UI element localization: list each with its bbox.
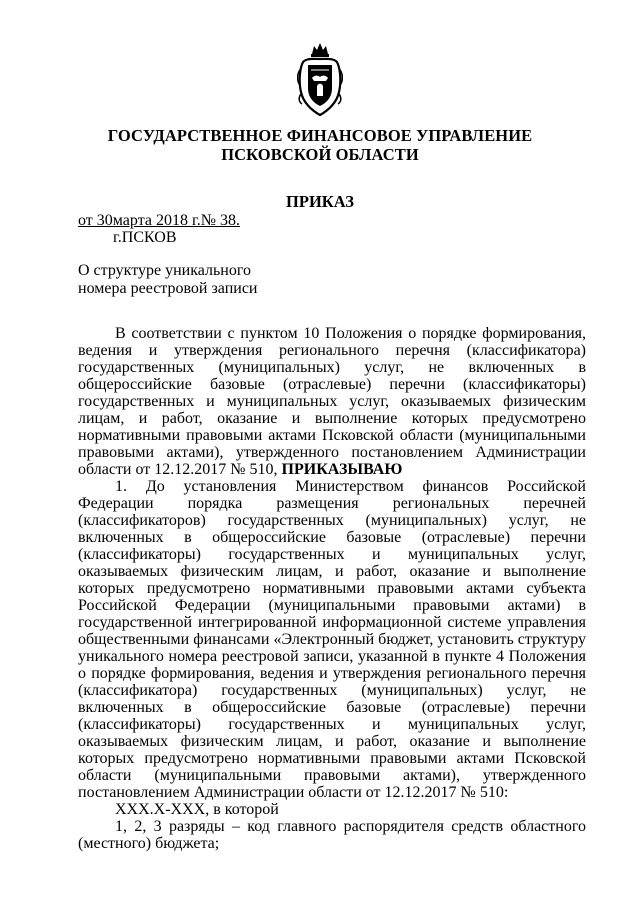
order-word: ПРИКАЗЫВАЮ: [281, 461, 403, 478]
pskov-coat-of-arms-icon: [297, 40, 343, 118]
item-1-paragraph: 1. До установления Министерством финансов Российской Федерации порядка размещения региональных перечней (классификаторов) государственных (муниципальных) услуг, не включенных в общероссийские базовые (отраслевые) перечни (классификаторы) государственных и муниципальных услуг, оказываемых физическим лицам, и работ, оказание и выполнение которых предусмотрено нормативными правовыми актами субъекта Российской Федерации (муниципальными правовыми актами) в государственной интегрированной информационной системе управления общественными финансами «Электронный бюджет, установить структуру уникального номера реестровой записи, указанной в пункте 4 Положения о порядке формирования, ведения и утверждения регионального перечня (классификатора) государственных (муниципальных) услуг, не включенных в общероссийские базовые (отраслевые) перечни (классификаторы) государственных и муниципальных услуг, оказываемых физическим лицам, и работ, оказание и выполнение которых предусмотрено нормативными правовыми актами Псковской области (муниципальными правовыми актами), утвержденного постановлением Администрации области от 12.12.2017 № 510:: [78, 478, 586, 801]
digits-paragraph: 1, 2, 3 разряды – код главного распорядителя средств областного (местного) бюджета;: [78, 818, 586, 852]
document-type-title: ПРИКАЗ: [286, 192, 354, 211]
number-format-paragraph: XXX.X-XXX, в которой: [115, 801, 279, 818]
document-city: г.ПСКОВ: [113, 229, 177, 246]
document-body: [78, 325, 586, 852]
document-date-number: от 30марта 2018 г.№ 38.: [78, 212, 240, 229]
intro-text: В соответствии с пунктом 10 Положения о порядке формирования, ведения и утверждения регионального перечня (классификатора) государственных (муниципальных) услуг, не включенных в общероссийские базовые (отраслевые) перечни (классификаторы) государственных и муниципальных услуг, оказываемых физическим лицам, и работ, оказание и выполнение которых предусмотрено нормативными правовыми актами Псковской области (муниципальными правовыми актами), утвержденного постановлением Администрации области от 12.12.2017 № 510,: [78, 325, 586, 478]
intro-paragraph: [78, 325, 586, 478]
organization-name: ГОСУДАРСТВЕННОЕ ФИНАНСОВОЕ УПРАВЛЕНИЕ: [107, 126, 533, 145]
organization-region: ПСКОВСКОЙ ОБЛАСТИ: [221, 145, 419, 164]
subject-line-2: номера реестровой записи: [78, 279, 258, 297]
document-subject: [78, 262, 257, 297]
subject-line-1: О структуре уникального: [78, 262, 251, 279]
